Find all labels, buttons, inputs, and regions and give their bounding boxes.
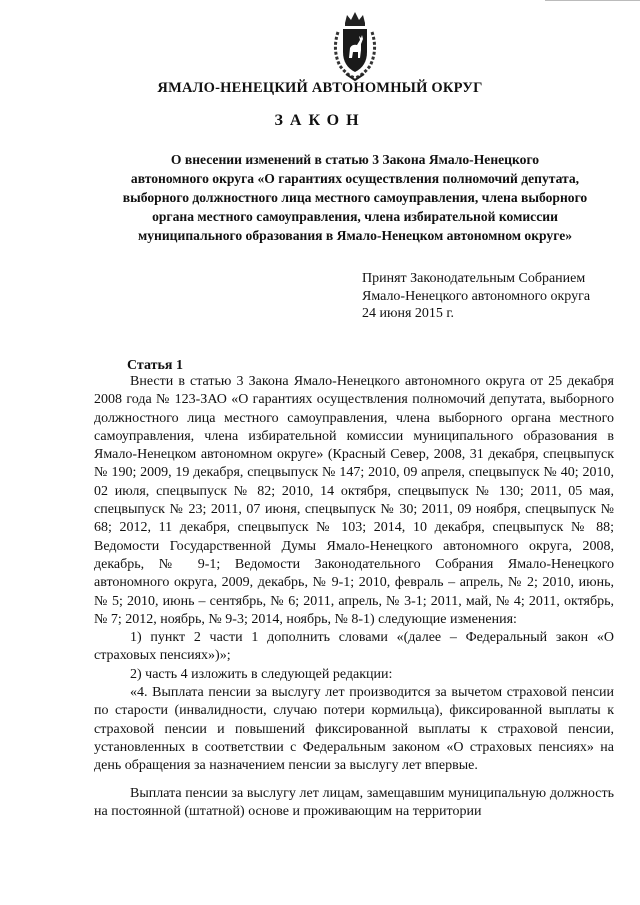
amendment-item-2: 2) часть 4 изложить в следующей редакции:	[130, 666, 393, 682]
title-line: О внесении изменений в статью 3 Закона Ямало-Ненецкого	[170, 152, 540, 167]
coat-of-arms-emblem	[326, 10, 384, 82]
adoption-date: 24 июня 2015 г.	[362, 306, 455, 321]
law-title	[90, 150, 620, 245]
adoption-line: Ямало-Ненецкого автономного округа	[362, 288, 591, 304]
adoption-note	[362, 270, 590, 323]
region-name: ЯМАЛО-НЕНЕЦКИЙ АВТОНОМНЫЙ ОКРУГ	[157, 80, 483, 96]
document-type: ЗАКОН	[274, 112, 366, 129]
article-paragraph: Внести в статью 3 Закона Ямало-Ненецкого автономного округа от 25 декабря 2008 года № 123-ЗАО «О гарантиях осуществления полномочий депутата, выборного должностного лица местного самоуправления, члена выборного органа местного самоуправления, члена избирательной комиссии муниципального образования в Ямало-Ненецком автономном округе» (Красный Север, 2008, 31 декабря, спецвыпуск № 190; 2009, 19 декабря, спецвыпуск № 147; 2010, 09 апреля, спецвыпуск № 40; 2010, 02 июля, спецвыпуск № 82; 2010, 14 октября, спецвыпуск № 130; 2011, 05 мая, спецвыпуск № 23; 2011, 07 июня, спецвыпуск № 30; 2011, 09 ноября, спецвыпуск № 68; 2012, 11 декабря, спецвыпуск № 103; 2014, 10 декабря, спецвыпуск № 88; Ведомости Государственной Думы Ямало-Ненецкого автономного округа, 2008, декабрь, № 9-1; Ведомости Законодательного Собрания Ямало-Ненецкого автономного округа, 2009, декабрь, № 9-1; 2010, февраль – апрель, № 2; 2010, июнь, № 5; 2010, июнь – сентябрь, № 6; 2011, апрель, № 3-1; 2011, май, № 4; 2011, октябрь, № 7; 2012, ноябрь, № 9-3; 2014, ноябрь, № 8-1) следующие изменения:	[94, 374, 614, 627]
article-body	[94, 373, 614, 821]
scan-edge-line	[545, 0, 640, 1]
title-line: выборного должностного лица местного самоуправления, члена выборного	[122, 190, 588, 205]
new-text-paragraph: «4. Выплата пенсии за выслугу лет производится за вычетом страховой пенсии по старости (инвалидности, случаю потери кормильца), фиксированной выплаты к страховой пенсии и повышений фиксированной выплаты к страховой пенсии, установленных в соответствии с Федеральным законом «О страховых пенсиях» на день обращения за назначением пенсии за выслугу лет впервые.	[94, 685, 614, 774]
adoption-line: Принят Законодательным Собранием	[362, 271, 586, 286]
article-heading: Статья 1	[127, 358, 183, 373]
title-line: органа местного самоуправления, члена избирательной комиссии	[152, 209, 558, 224]
amendment-item-1: 1) пункт 2 части 1 дополнить словами «(далее – Федеральный закон «О страховых пенсиях»)»;	[94, 630, 614, 664]
new-text-paragraph: Выплата пенсии за выслугу лет лицам, замещавшим муниципальную должность на постоянной (штатной) основе и проживающим на территории	[94, 785, 614, 819]
title-line: муниципального образования в Ямало-Ненецком автономном округе»	[137, 228, 573, 243]
title-line: автономного округа «О гарантиях осуществления полномочий депутата,	[130, 171, 580, 186]
